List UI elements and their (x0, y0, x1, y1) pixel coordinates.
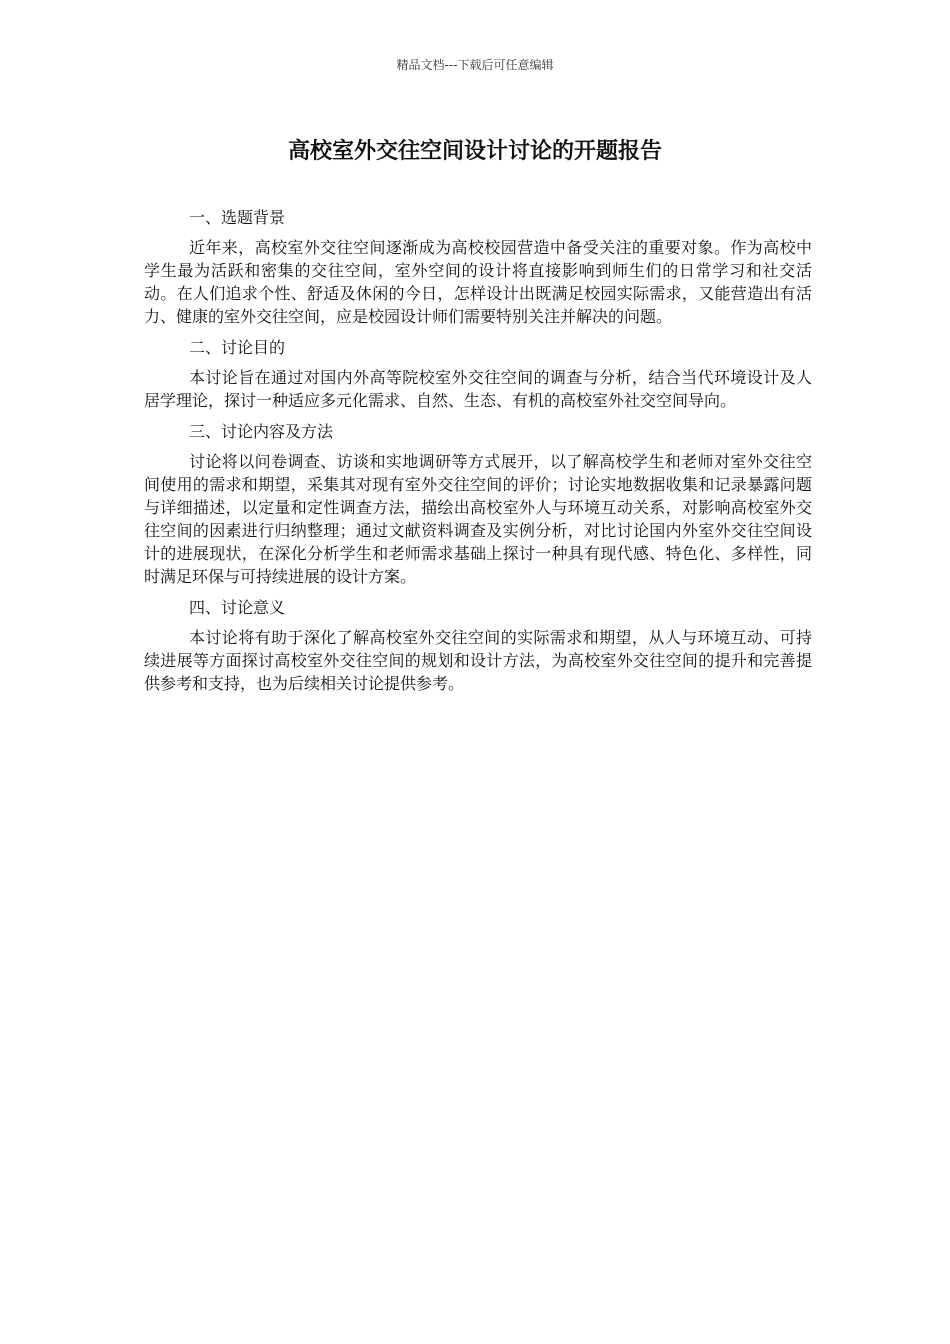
section-body-purpose: 本讨论旨在通过对国内外高等院校室外交往空间的调查与分析，结合当代环境设计及人居学理论，探讨一种适应多元化需求、自然、生态、有机的高校室外社交空间导向。 (144, 368, 812, 410)
page-header-note: 精品文档---下载后可任意编辑 (396, 58, 554, 72)
section-body-significance: 本讨论将有助于深化了解高校室外交往空间的实际需求和期望，从人与环境互动、可持续进展等方面探讨高校室外交往空间的规划和设计方法，为高校室外交往空间的提升和完善提供参考和支持，也为后续相关讨论提供参考。 (144, 628, 812, 693)
document-title: 高校室外交往空间设计讨论的开题报告 (287, 139, 662, 164)
section-heading-purpose: 二、讨论目的 (189, 338, 286, 357)
section-body-methods: 讨论将以问卷调查、访谈和实地调研等方式展开，以了解高校学生和老师对室外交往空间使用的需求和期望，采集其对现有室外交往空间的评价；讨论实地数据收集和记录暴露问题与详细描述，以定量和定性调查方法，描绘出高校室外人与环境互动关系，对影响高校室外交往空间的因素进行归纳整理；通过文献资料调查及实例分析，对比讨论国内外室外交往空间设计的进展现状，在深化分析学生和老师需求基础上探讨一种具有现代感、特色化、多样性，同时满足环保与可持续进展的设计方案。 (144, 452, 812, 586)
section-heading-methods: 三、讨论内容及方法 (189, 422, 334, 441)
section-body-background: 近年来，高校室外交往空间逐渐成为高校校园营造中备受关注的重要对象。作为高校中学生最为活跃和密集的交往空间，室外空间的设计将直接影响到师生们的日常学习和社交活动。在人们追求个性、舒适及休闲的今日，怎样设计出既满足校园实际需求，又能营造出有活力、健康的室外交往空间，应是校园设计师们需要特别关注并解决的问题。 (144, 238, 812, 326)
section-heading-background: 一、选题背景 (189, 208, 286, 227)
document-body (144, 206, 812, 703)
section-heading-significance: 四、讨论意义 (189, 598, 286, 617)
